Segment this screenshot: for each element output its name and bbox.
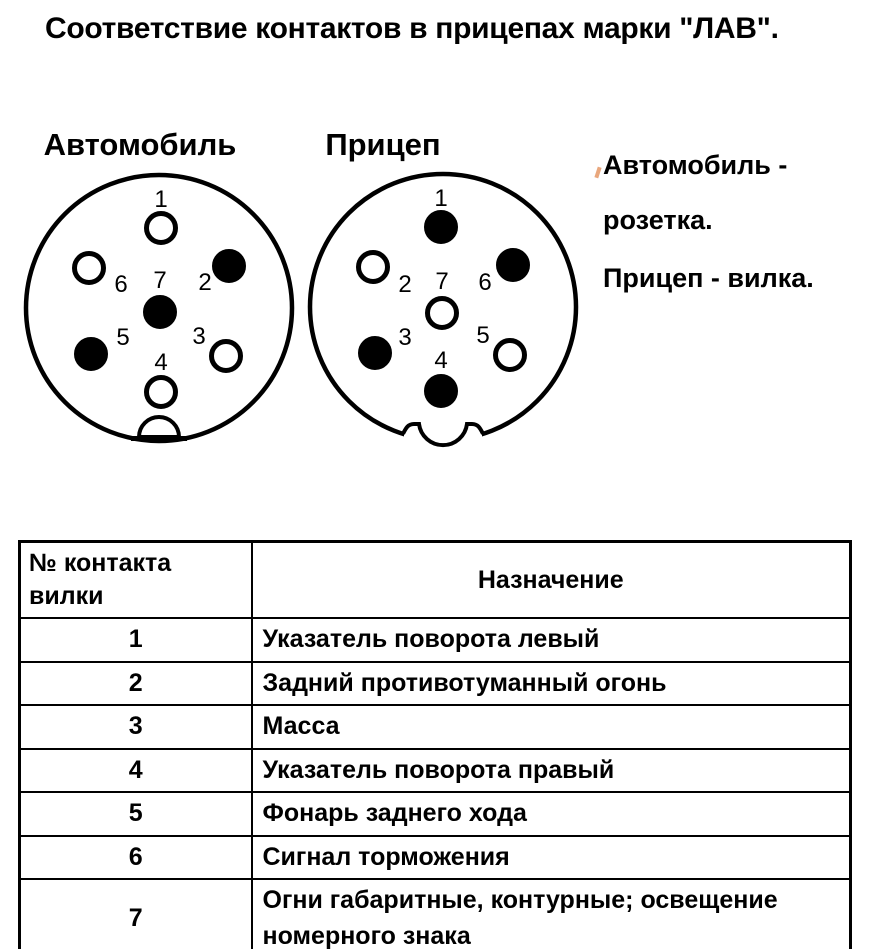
purpose-cell: Указатель поворота правый: [252, 749, 851, 793]
purpose-cell: Указатель поворота левый: [252, 618, 851, 662]
table-row: [20, 705, 851, 749]
car-pin-2: [215, 252, 244, 281]
car-pin-5-label: 5: [116, 324, 130, 351]
car-pin-4: [147, 378, 176, 407]
pin-number-cell: 6: [20, 836, 252, 880]
car-pin-1-label: 1: [154, 186, 168, 213]
header-purpose: Назначение: [252, 542, 851, 619]
pinout-table: [18, 540, 852, 949]
table-row: [20, 749, 851, 793]
pin-number-cell: 4: [20, 749, 252, 793]
trailer-pin-7-label: 7: [435, 268, 449, 295]
trailer-pin-5-label: 5: [476, 322, 490, 349]
trailer-pin-2: [359, 253, 388, 282]
connector-car-title: Автомобиль: [43, 127, 237, 162]
car-pin-3-label: 3: [192, 323, 206, 350]
car-pin-4-label: 4: [154, 349, 168, 376]
trailer-pin-1: [427, 213, 456, 242]
car-pin-3: [212, 342, 241, 371]
trailer-pin-5: [496, 341, 525, 370]
trailer-pin-6: [499, 251, 528, 280]
car-pin-6: [75, 254, 104, 283]
purpose-cell: Огни габаритные, контурные; освещение номерного знака: [252, 879, 851, 949]
connector-trailer-diagram: [293, 157, 593, 457]
table-row: [20, 618, 851, 662]
note-car-socket: Автомобиль - розетка.: [603, 150, 788, 236]
legend-notes: [603, 138, 825, 306]
purpose-cell: Фонарь заднего хода: [252, 792, 851, 836]
car-pin-7-label: 7: [153, 267, 167, 294]
connector-trailer-title: Прицеп: [325, 127, 441, 162]
car-pin-7: [146, 298, 175, 327]
table-row: [20, 662, 851, 706]
connector-car-diagram: [9, 158, 309, 458]
trailer-pin-3-label: 3: [398, 324, 412, 351]
car-pin-6-label: 6: [114, 271, 128, 298]
pin-number-cell: 3: [20, 705, 252, 749]
page-title: Соответствие контактов в прицепах марки "ЛАВ".: [45, 12, 779, 45]
trailer-pin-1-label: 1: [434, 185, 448, 212]
table-row: [20, 836, 851, 880]
trailer-pin-6-label: 6: [478, 269, 492, 296]
table-row: [20, 879, 851, 949]
pin-number-cell: 1: [20, 618, 252, 662]
table-row: [20, 792, 851, 836]
purpose-cell: Сигнал торможения: [252, 836, 851, 880]
header-pin-number: № контакта вилки: [20, 542, 252, 619]
pin-number-cell: 2: [20, 662, 252, 706]
car-pin-5: [77, 340, 106, 369]
trailer-pin-4-label: 4: [434, 347, 448, 374]
car-pin-1: [147, 214, 176, 243]
purpose-cell: Масса: [252, 705, 851, 749]
trailer-pin-4: [427, 377, 456, 406]
car-pin-2-label: 2: [198, 269, 212, 296]
table-header-row: [20, 542, 851, 619]
purpose-cell: Задний противотуманный огонь: [252, 662, 851, 706]
trailer-pin-3: [361, 339, 390, 368]
pin-number-cell: 7: [20, 879, 252, 949]
note-trailer-plug: Прицеп - вилка.: [603, 262, 814, 293]
scan-artifact: [594, 167, 601, 179]
pin-number-cell: 5: [20, 792, 252, 836]
trailer-pin-7: [428, 299, 457, 328]
connector-trailer-keyway: [403, 417, 483, 450]
trailer-pin-2-label: 2: [398, 271, 412, 298]
